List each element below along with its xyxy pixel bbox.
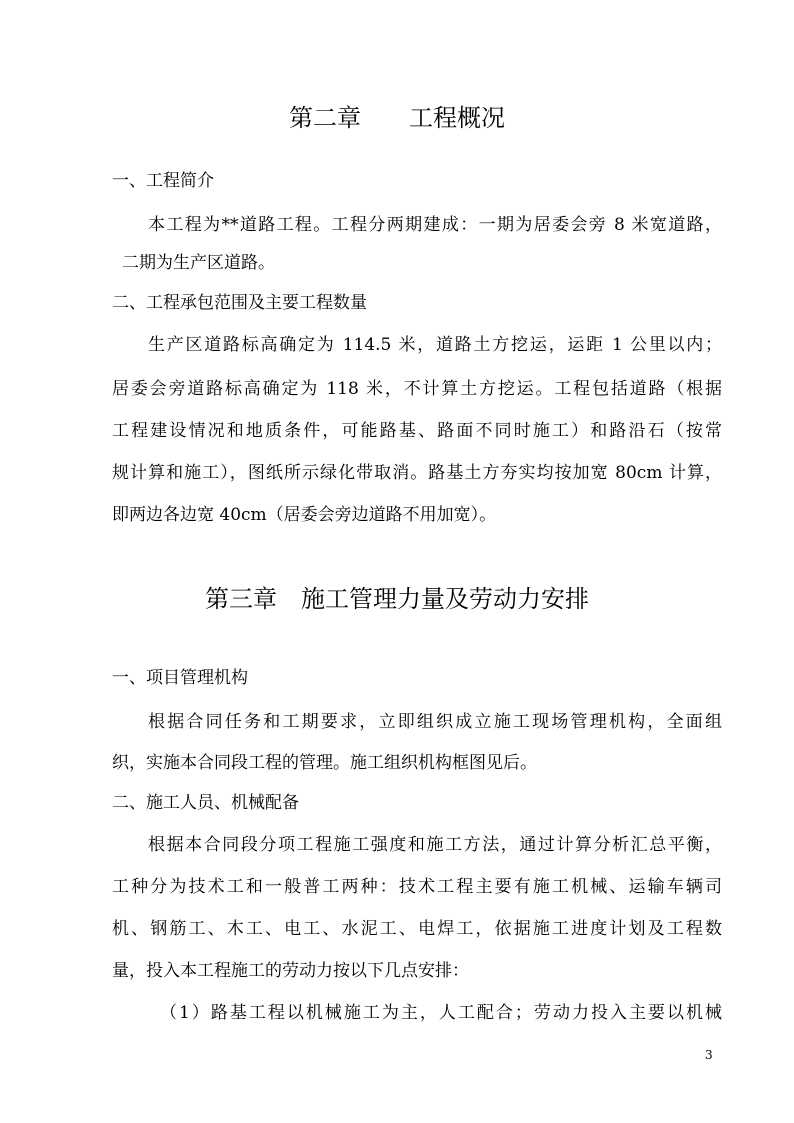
section-management-heading: 一、项目管理机构 — [112, 668, 248, 688]
paragraph-line: 生产区道路标高确定为 114.5 米，道路土方挖运，运距 1 公里以内； — [148, 335, 722, 355]
paragraph-line: 规计算和施工），图纸所示绿化带取消。路基土方夯实均按加宽 80cm 计算， — [112, 463, 722, 483]
section-staffing-heading: 二、施工人员、机械配备 — [112, 793, 299, 813]
paragraph-line: 工种分为技术工和一般普工两种：技术工程主要有施工机械、运输车辆司 — [112, 877, 722, 897]
paragraph-line: 根据本合同段分项工程施工强度和施工方法，通过计算分析汇总平衡， — [148, 835, 722, 855]
paragraph-line: 本工程为**道路工程。工程分两期建成：一期为居委会旁 8 米宽道路， — [148, 215, 722, 235]
section-project-intro-heading: 一、工程简介 — [112, 171, 214, 191]
paragraph-line: 居委会旁道路标高确定为 118 米，不计算土方挖运。工程包括道路（根据 — [112, 379, 722, 399]
chapter-3-title: 第三章 施工管理力量及劳动力安排 — [205, 585, 589, 613]
chapter-2-title: 第二章 工程概况 — [289, 104, 505, 132]
section-scope-heading: 二、工程承包范围及主要工程数量 — [112, 293, 367, 313]
paragraph-line: （1）路基工程以机械施工为主，人工配合；劳动力投入主要以机械 — [160, 1003, 722, 1023]
paragraph-line: 即两边各边宽 40cm（居委会旁边道路不用加宽）。 — [112, 505, 497, 525]
paragraph-line: 织，实施本合同段工程的管理。施工组织机构框图见后。 — [112, 753, 537, 773]
page-number: 3 — [705, 1048, 713, 1062]
paragraph-line: 根据合同任务和工期要求，立即组织成立施工现场管理机构，全面组 — [148, 712, 722, 732]
paragraph-line: 机、钢筋工、木工、电工、水泥工、电焊工，依据施工进度计划及工程数 — [112, 919, 722, 939]
paragraph-line: 量，投入本工程施工的劳动力按以下几点安排： — [112, 961, 469, 981]
paragraph-line: 工程建设情况和地质条件，可能路基、路面不同时施工）和路沿石（按常 — [112, 421, 722, 441]
paragraph-line: 二期为生产区道路。 — [122, 253, 275, 273]
